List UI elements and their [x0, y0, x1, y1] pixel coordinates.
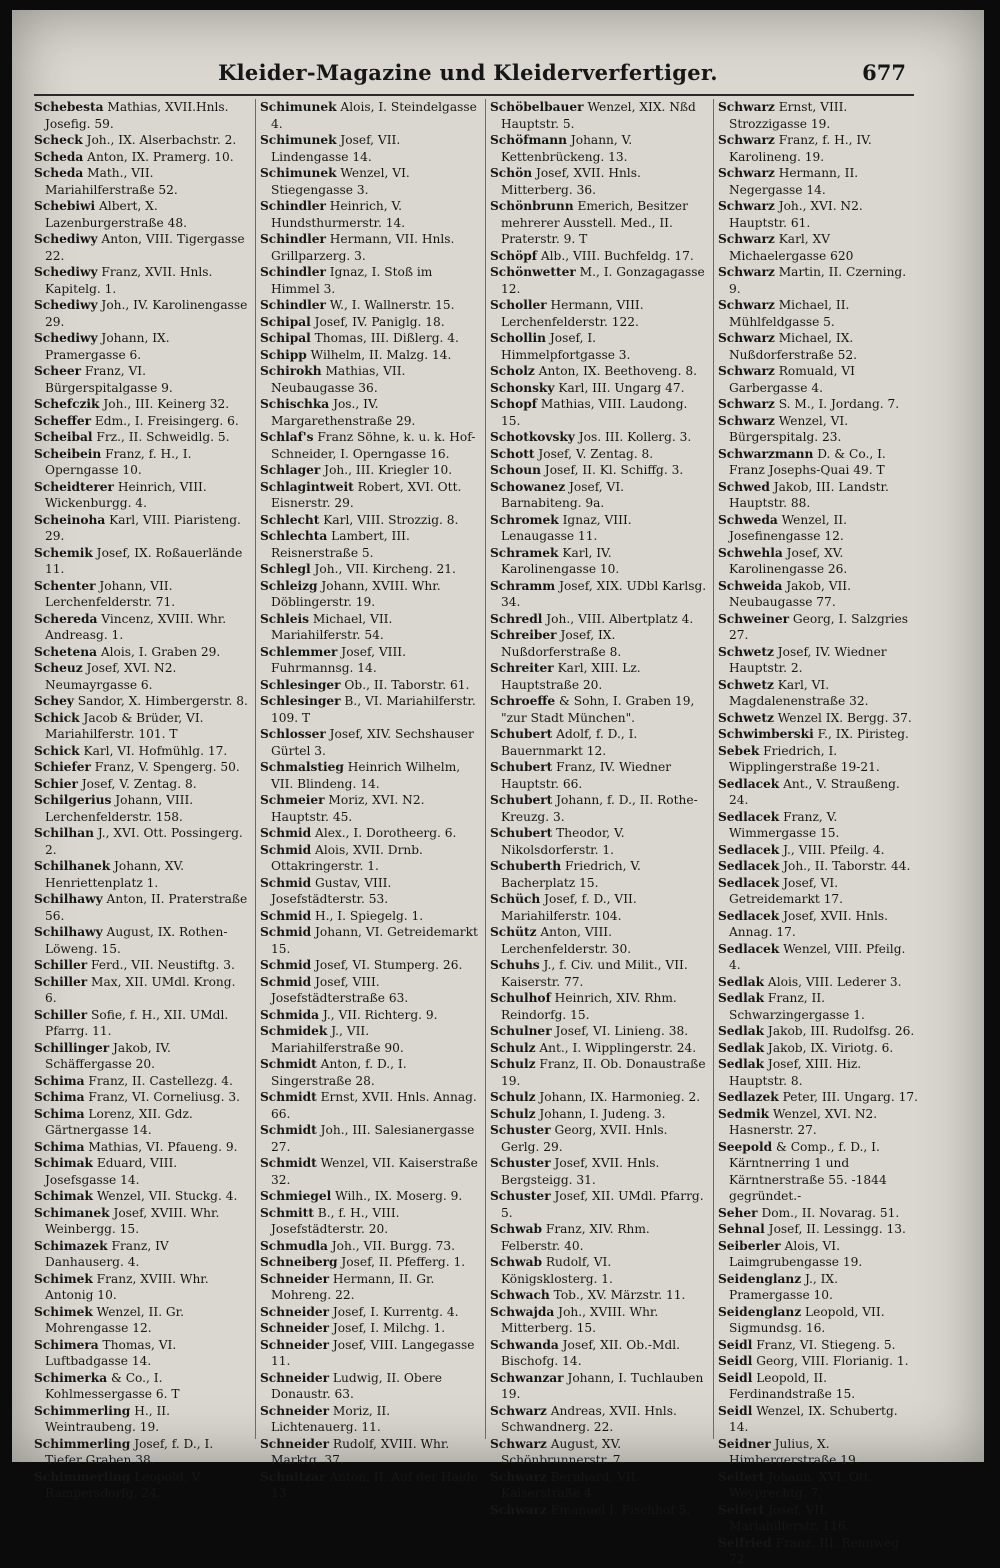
directory-entry: Schwed Jakob, III. Landstr. Hauptstr. 88. — [718, 479, 889, 510]
directory-entry: Schmid Johann, VI. Getreidemarkt 15. — [260, 925, 478, 956]
directory-entry: Schütz Anton, VIII. Lerchenfelderstr. 30. — [490, 925, 632, 956]
directory-entry: Schulz Franz, II. Ob. Donaustraße 19. — [490, 1057, 706, 1088]
directory-entry: Seifert Johann, XVI. Ott. Weyprechtg. 7. — [718, 1469, 873, 1500]
directory-entry: Schemik Josef, IX. Roßauerlände 11. — [34, 545, 243, 576]
directory-entry: Scheffer Edm., I. Freisingerg. 6. — [34, 413, 239, 428]
directory-entry: Schreiber Josef, IX. Nußdorferstraße 8. — [490, 628, 622, 659]
column-divider — [485, 99, 486, 1439]
directory-entry: Schimunek Alois, I. Steindelgasse 4. — [260, 100, 477, 131]
directory-entry: Schiller Ferd., VII. Neustiftg. 3. — [34, 958, 235, 972]
directory-entry: Schlagintweit Robert, XVI. Ott. Eisnerstr. 29. — [260, 479, 462, 510]
directory-entry: Schott Josef, V. Zentag. 8. — [490, 446, 654, 461]
directory-entry: Seidl Franz, VI. Stiegeng. 5. — [718, 1337, 896, 1352]
directory-entry: Sedlacek J., VIII. Pfeilg. 4. — [718, 842, 885, 857]
directory-entry: Schillinger Jakob, IV. Schäffergasse 20. — [34, 1040, 171, 1071]
directory-entry: Schmiegel Wilh., IX. Moserg. 9. — [260, 1189, 463, 1203]
directory-entry: Schick Jacob & Brüder, VI. Mariahilferstr. 101. T — [34, 710, 204, 741]
directory-entry: Schima Franz, VI. Corneliusg. 3. — [34, 1090, 240, 1104]
directory-entry: Schmidek J., VII. Mariahilferstraße 90. — [260, 1024, 404, 1055]
directory-entry: Schipp Wilhelm, II. Malzg. 14. — [260, 347, 452, 362]
directory-entry: Schotkovsky Jos. III. Kollerg. 3. — [490, 430, 692, 444]
directory-entry: Sedlacek Joh., II. Taborstr. 44. — [718, 859, 911, 873]
directory-entry: Schmudla Joh., VII. Burgg. 73. — [260, 1238, 456, 1253]
directory-entry: Schneider Hermann, II. Gr. Mohreng. 22. — [260, 1271, 435, 1302]
directory-entry: Schimunek Josef, VII. Lindengasse 14. — [260, 133, 401, 164]
directory-entry: Schlesinger Ob., II. Taborstr. 61. — [260, 677, 470, 692]
directory-entry: Schindler Ignaz, I. Stoß im Himmel 3. — [260, 265, 433, 296]
directory-entry: Schonsky Karl, III. Ungarg 47. — [490, 380, 685, 395]
column-3 — [490, 99, 708, 1517]
header-rule — [34, 94, 914, 96]
directory-entry: Schilgerius Johann, VIII. Lerchenfelderstr. 158. — [34, 793, 194, 824]
directory-entry: Schleizg Johann, XVIII. Whr. Döblingerstr. 19. — [260, 578, 441, 609]
directory-entry: Schima Mathias, VI. Pfaueng. 9. — [34, 1139, 238, 1154]
directory-entry: Schereda Vincenz, XVIII. Whr. Andreasg. 1. — [34, 611, 227, 642]
directory-entry: Schollin Josef, I. Himmelpfortgasse 3. — [490, 331, 631, 362]
directory-entry: Sehnal Josef, II. Lessingg. 13. — [718, 1222, 906, 1236]
directory-entry: Schimmerling Josef, f. D., I. Tiefer Graben 38. — [34, 1436, 214, 1467]
directory-entry: Scheuz Josef, XVI. N2. Neumayrgasse 6. — [34, 661, 177, 692]
directory-entry: Schöfmann Johann, V. Kettenbrückeng. 13. — [490, 133, 633, 164]
directory-entry: Schulz Johann, IX. Harmonieg. 2. — [490, 1090, 701, 1104]
directory-entry: Sedlak Alois, VIII. Lederer 3. — [718, 974, 902, 989]
directory-entry: Schweda Wenzel, II. Josefinengasse 12. — [718, 512, 847, 543]
directory-entry: Schiefer Franz, V. Spengerg. 50. — [34, 760, 240, 774]
directory-entry: Schwarz Wenzel, VI. Bürgerspitalg. 23. — [718, 413, 849, 444]
directory-entry: Schlechta Lambert, III. Reisnerstraße 5. — [260, 529, 410, 560]
directory-entry: Schima Lorenz, XII. Gdz. Gärtnergasse 14. — [34, 1106, 193, 1137]
directory-entry: Schulz Johann, I. Judeng. 3. — [490, 1106, 666, 1121]
directory-entry: Seiberler Alois, VI. Laimgrubengasse 19. — [718, 1238, 863, 1269]
column-4 — [718, 99, 918, 1566]
directory-entry: Seher Dom., II. Novarag. 51. — [718, 1205, 900, 1220]
directory-entry: Schwarz S. M., I. Jordang. 7. — [718, 397, 900, 411]
column-2 — [260, 99, 480, 1500]
directory-entry: Schneider Ludwig, II. Obere Donaustr. 63. — [260, 1370, 442, 1401]
directory-entry: Schebesta Mathias, XVII.Hnls. Josefig. 59. — [34, 100, 229, 131]
column-divider — [713, 99, 714, 1439]
directory-entry: Schredl Joh., VIII. Albertplatz 4. — [490, 611, 694, 626]
directory-entry: Schwarz Hermann, II. Negergasse 14. — [718, 166, 859, 197]
directory-entry: Schwehla Josef, XV. Karolinengasse 26. — [718, 545, 848, 576]
directory-entry: Schuster Josef, XVII. Hnls. Bergsteigg. 31. — [490, 1156, 660, 1187]
directory-entry: Schindler W., I. Wallnerstr. 15. — [260, 298, 455, 312]
directory-entry: Schneider Moriz, II. Lichtenauerg. 11. — [260, 1403, 391, 1434]
directory-entry: Schwarz August, XV. Schönbrunnerstr. 7. — [490, 1436, 625, 1467]
page-title: Kleider-Magazine und Kleiderverfertiger. — [218, 60, 718, 85]
directory-entry: Schuster Georg, XVII. Hnls. Gerlg. 29. — [490, 1123, 668, 1154]
directory-entry: Schwab Rudolf, VI. Königsklosterg. 1. — [490, 1255, 613, 1286]
directory-entry: Schimek Wenzel, II. Gr. Mohrengasse 12. — [34, 1304, 185, 1335]
directory-entry: Schwach Tob., XV. Märzstr. 11. — [490, 1288, 686, 1302]
directory-entry: Scheda Math., VII. Mariahilferstraße 52. — [34, 166, 178, 197]
directory-entry: Schopf Mathias, VIII. Laudong. 15. — [490, 397, 688, 428]
directory-entry: Scheidterer Heinrich, VIII. Wickenburgg. 4. — [34, 479, 207, 510]
directory-entry: Seifert Josef, VII. Mariahilferstr. 116. — [718, 1502, 850, 1533]
directory-entry: Schwarz Andreas, XVII. Hnls. Schwandnerg. 22. — [490, 1403, 677, 1434]
directory-entry: Schmitt B., f. H., VIII. Josefstädterstr. 20. — [260, 1205, 400, 1236]
directory-entry: Schey Sandor, X. Himbergerstr. 8. — [34, 694, 248, 708]
directory-entry: Schneiberg Josef, II. Pfefferg. 1. — [260, 1255, 466, 1269]
directory-entry: Schefczik Joh., III. Keinerg 32. — [34, 397, 230, 411]
directory-entry: Schneider Josef, I. Milchg. 1. — [260, 1321, 446, 1335]
directory-entry: Schmidt Ernst, XVII. Hnls. Annag. 66. — [260, 1090, 477, 1121]
directory-entry: Seidl Wenzel, IX. Schubertg. 14. — [718, 1403, 898, 1434]
directory-entry: Schreiter Karl, XIII. Lz. Hauptstraße 20. — [490, 661, 641, 692]
directory-entry: Schmid Josef, VIII. Josefstädterstraße 63. — [260, 974, 409, 1005]
directory-entry: Schwetz Josef, IV. Wiedner Hauptstr. 2. — [718, 644, 887, 675]
directory-entry: Schowanez Josef, VI. Barnabiteng. 9a. — [490, 479, 625, 510]
directory-entry: Schoun Josef, II. Kl. Schiffg. 3. — [490, 463, 684, 477]
directory-entry: Schier Josef, V. Zentag. 8. — [34, 776, 197, 791]
directory-entry: Schuster Josef, XII. UMdl. Pfarrg. 5. — [490, 1189, 704, 1220]
directory-entry: Sedlazek Peter, III. Ungarg. 17. — [718, 1090, 918, 1104]
directory-entry: Schwarzmann D. & Co., I. Franz Josephs-Quai 49. T — [718, 446, 886, 477]
directory-entry: Schwarz Bernhard, VII. Kaiserstraße 4. — [490, 1469, 640, 1500]
directory-entry: Schimak Eduard, VIII. Josefsgasse 14. — [34, 1156, 178, 1187]
directory-entry: Scheinoha Karl, VIII. Piaristeng. 29. — [34, 512, 241, 543]
directory-entry: Schneider Josef, I. Kurrentg. 4. — [260, 1304, 459, 1319]
directory-entry: Schiller Sofie, f. H., XII. UMdl. Pfarrg. 11. — [34, 1007, 229, 1038]
directory-entry: Schediwy Franz, XVII. Hnls. Kapitelg. 1. — [34, 265, 213, 296]
directory-entry: Schüch Josef, f. D., VII. Mariahilferstr. 104. — [490, 892, 637, 923]
directory-entry: Schimak Wenzel, VII. Stuckg. 4. — [34, 1189, 238, 1203]
directory-entry: Schindler Heinrich, V. Hundsthurmerstr. 14. — [260, 199, 406, 230]
directory-entry: Scheer Franz, VI. Bürgerspitalgasse 9. — [34, 364, 173, 395]
directory-entry: Scheibein Franz, f. H., I. Operngasse 10. — [34, 446, 192, 477]
directory-entry: Schwanzar Johann, I. Tuchlauben 19. — [490, 1370, 704, 1401]
directory-entry: Schimerka & Co., I. Kohlmessergasse 6. T — [34, 1370, 180, 1401]
directory-entry: Schilhawy Anton, II. Praterstraße 56. — [34, 892, 248, 923]
directory-entry: Schmid Alex., I. Dorotheerg. 6. — [260, 826, 457, 840]
directory-entry: Schöbelbauer Wenzel, XIX. Nßd Hauptstr. 5. — [490, 100, 696, 131]
directory-entry: Schwarz Karl, XV Michaelergasse 620 — [718, 232, 854, 263]
directory-entry: Schmid Josef, VI. Stumperg. 26. — [260, 958, 463, 972]
directory-entry: Schwarz Joh., XVI. N2. Hauptstr. 61. — [718, 199, 863, 230]
directory-entry: Sedlak Jakob, IX. Viriotg. 6. — [718, 1040, 894, 1055]
directory-entry: Scheda Anton, IX. Pramerg. 10. — [34, 149, 234, 164]
directory-entry: Schimera Thomas, VI. Luftbadgasse 14. — [34, 1337, 177, 1368]
directory-entry: Sedlak Jakob, III. Rudolfsg. 26. — [718, 1024, 915, 1038]
directory-entry: Scholler Hermann, VIII. Lerchenfelderstr. 122. — [490, 298, 644, 329]
directory-entry: Schweida Jakob, VII. Neubaugasse 77. — [718, 578, 851, 609]
directory-entry: Schwab Franz, XIV. Rhm. Felberstr. 40. — [490, 1222, 650, 1253]
directory-entry: Schweiner Georg, I. Salzgries 27. — [718, 611, 909, 642]
directory-entry: Schediwy Joh., IV. Karolinengasse 29. — [34, 298, 248, 329]
directory-entry: Seidner Julius, X. Himbergerstraße 19. — [718, 1436, 860, 1467]
directory-entry: Schindler Hermann, VII. Hnls. Grillparzerg. 3. — [260, 232, 455, 263]
directory-entry: Schönwetter M., I. Gonzagagasse 12. — [490, 265, 705, 296]
directory-entry: Seidenglanz J., IX. Pramergasse 10. — [718, 1271, 838, 1302]
page-number: 677 — [862, 60, 906, 85]
directory-entry: Sedlacek Wenzel, VIII. Pfeilg. 4. — [718, 941, 906, 972]
directory-entry: Schick Karl, VI. Hofmühlg. 17. — [34, 743, 228, 758]
directory-entry: Schmidt Anton, f. D., I. Singerstraße 28. — [260, 1057, 407, 1088]
directory-entry: Sedlak Franz, II. Schwarzingergasse 1. — [718, 991, 865, 1022]
directory-entry: Schnitzar Anton, II. Auf der Haide 13. — [260, 1469, 478, 1500]
directory-entry: Scheibal Frz., II. Schweidlg. 5. — [34, 430, 230, 444]
directory-entry: Schulz Ant., I. Wipplingerstr. 24. — [490, 1040, 697, 1055]
directory-entry: Sebek Friedrich, I. Wipplingerstraße 19-21. — [718, 743, 880, 774]
directory-entry: Seepold & Comp., f. D., I. Kärntnerring 1 und Kärntnerstraße 55. -1844 gegründet.- — [718, 1139, 887, 1203]
directory-entry: Sedlacek Ant., V. Straußeng. 24. — [718, 776, 900, 807]
directory-entry: Schilhawy August, IX. Rothen-Löweng. 15. — [34, 925, 228, 956]
directory-entry: Schlecht Karl, VIII. Strozzig. 8. — [260, 512, 459, 527]
directory-entry: Schilhan J., XVI. Ott. Possingerg. 2. — [34, 826, 243, 857]
directory-entry: Schwetz Karl, VI. Magdalenenstraße 32. — [718, 677, 869, 708]
directory-entry: Schlemmer Josef, VIII. Fuhrmannsg. 14. — [260, 644, 406, 675]
directory-entry: Schilhanek Johann, XV. Henriettenplatz 1. — [34, 859, 185, 890]
directory-entry: Scholz Anton, IX. Beethoveng. 8. — [490, 364, 697, 378]
directory-entry: Scheck Joh., IX. Alserbachstr. 2. — [34, 133, 237, 147]
directory-entry: Schramm Josef, XIX. UDbl Karlsg. 34. — [490, 578, 707, 609]
directory-entry: Schimunek Wenzel, VI. Stiegengasse 3. — [260, 166, 410, 197]
column-1 — [34, 99, 250, 1500]
directory-entry: Schischka Jos., IV. Margarethenstraße 29. — [260, 397, 416, 428]
directory-entry: Schönbrunn Emerich, Besitzer mehrerer Ausstell. Med., II. Praterstr. 9. T — [490, 199, 688, 246]
directory-entry: Schima Franz, II. Castellezg. 4. — [34, 1073, 233, 1088]
directory-entry: Schwanda Josef, XII. Ob.-Mdl. Bischofg. 14. — [490, 1337, 681, 1368]
directory-entry: Schmalstieg Heinrich Wilhelm, VII. Blindeng. 14. — [260, 760, 461, 791]
directory-entry: Schimanek Josef, XVIII. Whr. Weinbergg. 15. — [34, 1205, 220, 1236]
directory-entry: Schmid Alois, XVII. Drnb. Ottakringerstr. 1. — [260, 842, 423, 873]
directory-entry: Schmidt Wenzel, VII. Kaiserstraße 32. — [260, 1156, 478, 1187]
directory-entry: Schmid H., I. Spiegelg. 1. — [260, 908, 424, 923]
directory-entry: Schimazek Franz, IV Danhauserg. 4. — [34, 1238, 169, 1269]
directory-entry: Sedlacek Franz, V. Wimmergasse 15. — [718, 809, 840, 840]
directory-entry: Seidl Georg, VIII. Florianig. 1. — [718, 1354, 909, 1368]
directory-entry: Schetena Alois, I. Graben 29. — [34, 644, 221, 659]
directory-entry: Schuhs J., f. Civ. und Milit., VII. Kaiserstr. 77. — [490, 958, 688, 989]
column-divider — [255, 99, 256, 1439]
directory-entry: Seifried Franz, III. Rennweg 72. — [718, 1535, 899, 1566]
directory-entry: Schmida J., VII. Richterg. 9. — [260, 1007, 438, 1022]
directory-entry: Schenter Johann, VII. Lerchenfelderstr. 71. — [34, 578, 176, 609]
directory-entry: Schmidt Joh., III. Salesianergasse 27. — [260, 1123, 475, 1154]
directory-entry: Schlesinger B., VI. Mariahilferstr. 109. T — [260, 694, 476, 725]
directory-entry: Schiller Max, XII. UMdl. Krong. 6. — [34, 974, 236, 1005]
directory-entry: Sedlacek Josef, VI. Getreidemarkt 17. — [718, 875, 843, 906]
directory-entry: Schwarz Franz, f. H., IV. Karolineng. 19. — [718, 133, 872, 164]
directory-entry: Schneider Rudolf, XVIII. Whr. Marktg. 37. — [260, 1436, 450, 1467]
directory-entry: Schwarz Martin, II. Czerning. 9. — [718, 265, 907, 296]
directory-entry: Schirokh Mathias, VII. Neubaugasse 36. — [260, 364, 406, 395]
directory-entry: Schneider Josef, VIII. Langegasse 11. — [260, 1337, 475, 1368]
directory-entry: Schimmerling H., II. Weintraubeng. 19. — [34, 1403, 170, 1434]
directory-entry: Schipal Thomas, III. Dißlerg. 4. — [260, 331, 459, 345]
directory-entry: Schubert Johann, f. D., II. Rothe-Kreuzg. 3. — [490, 793, 698, 824]
directory-entry: Schromek Ignaz, VIII. Lenaugasse 11. — [490, 512, 632, 543]
directory-page — [12, 10, 984, 1566]
directory-entry: Schmid Gustav, VIII. Josefstädterstr. 53. — [260, 875, 392, 906]
directory-entry: Schlaf's Franz Söhne, k. u. k. Hof-Schneider, I. Operngasse 16. — [260, 430, 476, 461]
directory-entry: Schipal Josef, IV. Paniglg. 18. — [260, 314, 445, 329]
directory-entry: Schuberth Friedrich, V. Bacherplatz 15. — [490, 859, 641, 890]
directory-entry: Sedlacek Josef, XVII. Hnls. Annag. 17. — [718, 908, 888, 939]
directory-entry: Schroeffe & Sohn, I. Graben 19, "zur Stadt München". — [490, 694, 695, 725]
directory-entry: Schimek Franz, XVIII. Whr. Antonig 10. — [34, 1271, 209, 1302]
directory-entry: Seidenglanz Leopold, VII. Sigmundsg. 16. — [718, 1304, 885, 1335]
directory-entry: Schwarz Michael, II. Mühlfeldgasse 5. — [718, 298, 850, 329]
directory-entry: Schulhof Heinrich, XIV. Rhm. Reindorfg. 15. — [490, 991, 677, 1022]
directory-entry: Seidl Leopold, II. Ferdinandstraße 15. — [718, 1370, 856, 1401]
directory-entry: Schwajda Joh., XVIII. Whr. Mitterberg. 15. — [490, 1304, 659, 1335]
directory-entry: Schubert Adolf, f. D., I. Bauernmarkt 12. — [490, 727, 638, 758]
directory-entry: Schwarz Romuald, VI Garbergasse 4. — [718, 364, 855, 395]
directory-entry: Schöpf Alb., VIII. Buchfeldg. 17. — [490, 248, 694, 263]
directory-entry: Sedlak Josef, XIII. Hiz. Hauptstr. 8. — [718, 1057, 862, 1088]
directory-entry: Schwimberski F., IX. Piristeg. — [718, 727, 909, 741]
directory-entry: Schediwy Johann, IX. Pramergasse 6. — [34, 331, 170, 362]
directory-entry: Schwarz Emanuel I. Fischhof 5. — [490, 1502, 691, 1517]
directory-entry: Schubert Theodor, V. Nikolsdorferstr. 1. — [490, 826, 625, 857]
directory-entry: Schön Josef, XVII. Hnls. Mitterberg. 36. — [490, 166, 641, 197]
directory-entry: Schmeier Moriz, XVI. N2. Hauptstr. 45. — [260, 793, 425, 824]
directory-entry: Schulner Josef, VI. Linieng. 38. — [490, 1024, 689, 1038]
directory-entry: Schimmerling Leopold, V. Rampersdorfg. 24. — [34, 1469, 202, 1500]
directory-entry: Schlager Joh., III. Kriegler 10. — [260, 463, 453, 477]
directory-entry: Schleis Michael, VII. Mariahilferstr. 54. — [260, 611, 393, 642]
directory-entry: Schwarz Ernst, VIII. Strozzigasse 19. — [718, 100, 848, 131]
directory-entry: Schubert Franz, IV. Wiedner Hauptstr. 66. — [490, 760, 672, 791]
directory-entry: Schwarz Michael, IX. Nußdorferstraße 52. — [718, 331, 858, 362]
directory-entry: Schediwy Anton, VIII. Tigergasse 22. — [34, 232, 245, 263]
directory-entry: Schebiwi Albert, X. Lazenburgerstraße 48. — [34, 199, 188, 230]
directory-entry: Schwetz Wenzel IX. Bergg. 37. — [718, 710, 912, 725]
page-header — [12, 60, 984, 92]
directory-entry: Schlegl Joh., VII. Kircheng. 21. — [260, 562, 456, 576]
directory-entry: Schlosser Josef, XIV. Sechshauser Gürtel 3. — [260, 727, 474, 758]
directory-entry: Schramek Karl, IV. Karolinengasse 10. — [490, 545, 620, 576]
directory-entry: Sedmik Wenzel, XVI. N2. Hasnerstr. 27. — [718, 1106, 878, 1137]
